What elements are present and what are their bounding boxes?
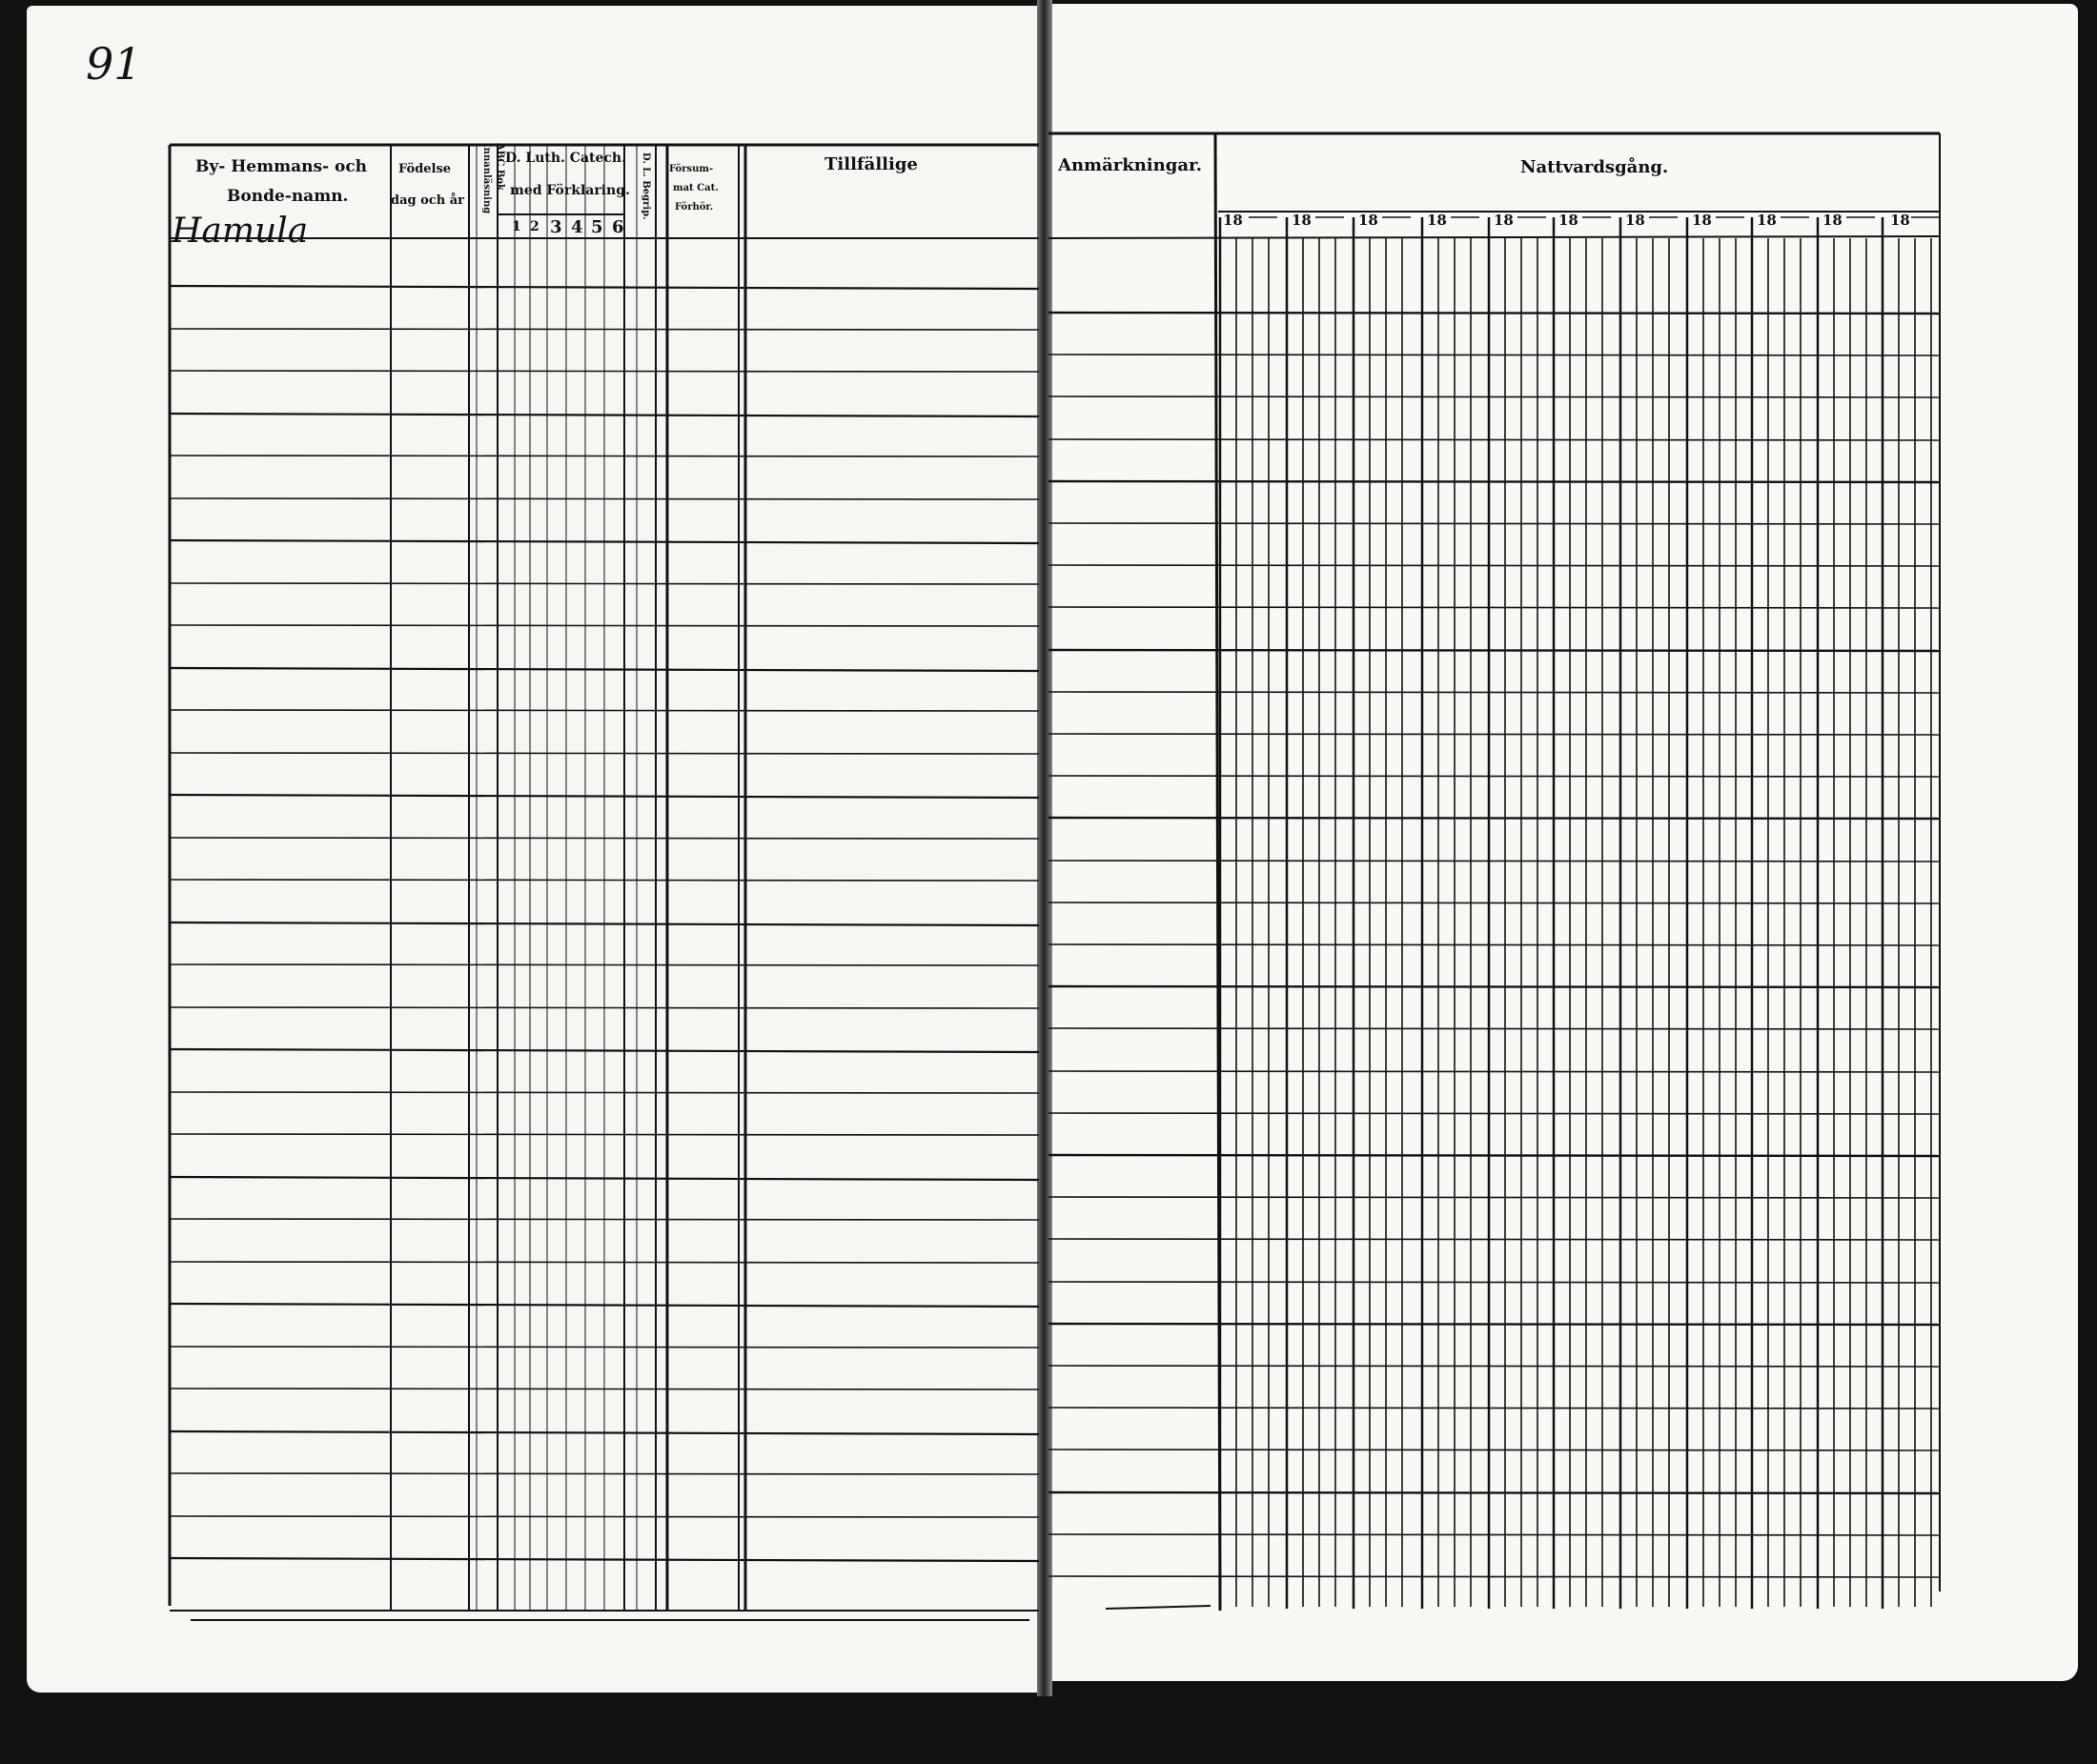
left-row-rule-31 [170, 625, 1039, 626]
right-row-rule-117 [1048, 396, 1940, 397]
left-row-rule-45 [170, 1219, 1039, 1220]
left-row-rule-50 [170, 1431, 1039, 1434]
left-row-rule-47 [170, 1304, 1039, 1307]
right-row-rule-132 [1048, 1028, 1940, 1029]
header-abc-book: ABC Bok [495, 143, 505, 191]
right-row-rule-140 [1048, 1366, 1940, 1367]
year-prefix-7: 18 [1625, 212, 1645, 229]
left-row-rule-28 [170, 498, 1039, 499]
left-row-rule-48 [170, 1347, 1039, 1348]
left-row-rule-30 [170, 583, 1039, 584]
right-foot-rule-55 [1106, 1606, 1211, 1609]
left-row-rule-40 [170, 1007, 1039, 1008]
right-row-rule-122 [1048, 607, 1940, 608]
right-row-rule-138 [1048, 1282, 1940, 1283]
left-row-rule-51 [170, 1473, 1039, 1474]
header-missed-line2: mat Cat. [673, 183, 719, 193]
page-number: 91 [86, 38, 142, 90]
catech-number-4: 4 [571, 217, 583, 237]
header-village-line1: By- Hemmans- och [195, 157, 368, 176]
left-row-rule-41 [170, 1049, 1039, 1052]
right-row-rule-120 [1048, 523, 1940, 524]
left-row-rule-46 [170, 1262, 1039, 1263]
right-row-rule-125 [1048, 734, 1940, 735]
header-catech-line2: med Förklaring. [510, 183, 630, 198]
left-row-rule-36 [170, 838, 1039, 839]
right-row-rule-123 [1048, 650, 1940, 651]
catech-number-1: 1 [512, 219, 521, 234]
right-row-rule-133 [1048, 1071, 1940, 1072]
right-row-rule-118 [1048, 439, 1940, 440]
header-remarks: Anmärkningar. [1058, 155, 1203, 175]
year-prefix-8: 18 [1692, 212, 1712, 229]
right-row-rule-124 [1048, 692, 1940, 693]
left-row-rule-53 [170, 1558, 1039, 1561]
right-row-rule-131 [1048, 986, 1940, 987]
left-row-rule-23 [170, 286, 1039, 289]
left-row-rule-43 [170, 1134, 1039, 1135]
header-birth-line2: dag och år [391, 193, 464, 208]
right-row-rule-119 [1048, 481, 1940, 482]
right-row-rule-136 [1048, 1197, 1940, 1198]
right-row-rule-126 [1048, 776, 1940, 777]
year-prefix-2: 18 [1292, 212, 1312, 229]
header-missed-line3: Förhör. [675, 202, 714, 213]
right-row-rule-134 [1048, 1113, 1940, 1114]
handwritten-farm-name: Hamula [172, 212, 309, 251]
catech-number-3: 3 [550, 217, 562, 237]
right-row-rule-130 [1048, 944, 1940, 945]
right-row-rule-121 [1048, 565, 1940, 566]
header-missed-line1: Försum- [669, 164, 714, 174]
right-row-rule-127 [1048, 818, 1940, 819]
year-prefix-10: 18 [1822, 212, 1843, 229]
header-village-line2: Bonde-namn. [227, 187, 349, 206]
right-row-rule-144 [1048, 1534, 1940, 1535]
year-prefix-4: 18 [1427, 212, 1447, 229]
left-row-rule-34 [170, 753, 1039, 754]
right-row-rule-115 [1048, 313, 1940, 314]
left-row-rule-52 [170, 1516, 1039, 1517]
left-row-rule-42 [170, 1092, 1039, 1093]
right-row-rule-128 [1048, 861, 1940, 862]
right-row-rule-129 [1048, 902, 1940, 903]
catech-number-2: 2 [530, 219, 540, 234]
header-temporary: Tillfällige [825, 154, 918, 174]
right-row-rule-139 [1048, 1324, 1940, 1325]
header-birth-line1: Födelse [398, 162, 452, 176]
header-catech-line1: D. Luth. Catech. [505, 151, 626, 166]
right-row-rule-141 [1048, 1408, 1940, 1409]
left-row-rule-39 [170, 964, 1039, 965]
year-prefix-5: 18 [1494, 212, 1514, 229]
right-row-rule-145 [1048, 1576, 1940, 1577]
left-row-rule-33 [170, 710, 1039, 711]
left-row-rule-38 [170, 923, 1039, 925]
right-row-rule-143 [1048, 1492, 1940, 1493]
year-prefix-6: 18 [1558, 212, 1578, 229]
header-reading: Innanläsning [481, 143, 492, 214]
left-row-rule-25 [170, 371, 1039, 372]
left-row-rule-32 [170, 668, 1039, 671]
right-header-rule-59 [1048, 236, 1940, 238]
left-row-rule-44 [170, 1177, 1039, 1180]
year-prefix-9: 18 [1757, 212, 1777, 229]
header-extract: D. L. Begrip. [641, 152, 651, 220]
left-row-rule-26 [170, 414, 1039, 416]
header-communion: Nattvardsgång. [1520, 157, 1669, 177]
year-prefix-1: 18 [1223, 212, 1243, 229]
left-row-rule-37 [170, 880, 1039, 881]
year-prefix-11: 18 [1890, 212, 1910, 229]
year-prefix-3: 18 [1358, 212, 1378, 229]
left-row-rule-29 [170, 540, 1039, 543]
catech-number-5: 5 [591, 217, 603, 237]
catech-number-6: 6 [612, 217, 624, 237]
right-row-rule-135 [1048, 1155, 1940, 1156]
left-row-rule-24 [170, 329, 1039, 330]
right-row-rule-137 [1048, 1239, 1940, 1240]
left-row-rule-35 [170, 795, 1039, 798]
